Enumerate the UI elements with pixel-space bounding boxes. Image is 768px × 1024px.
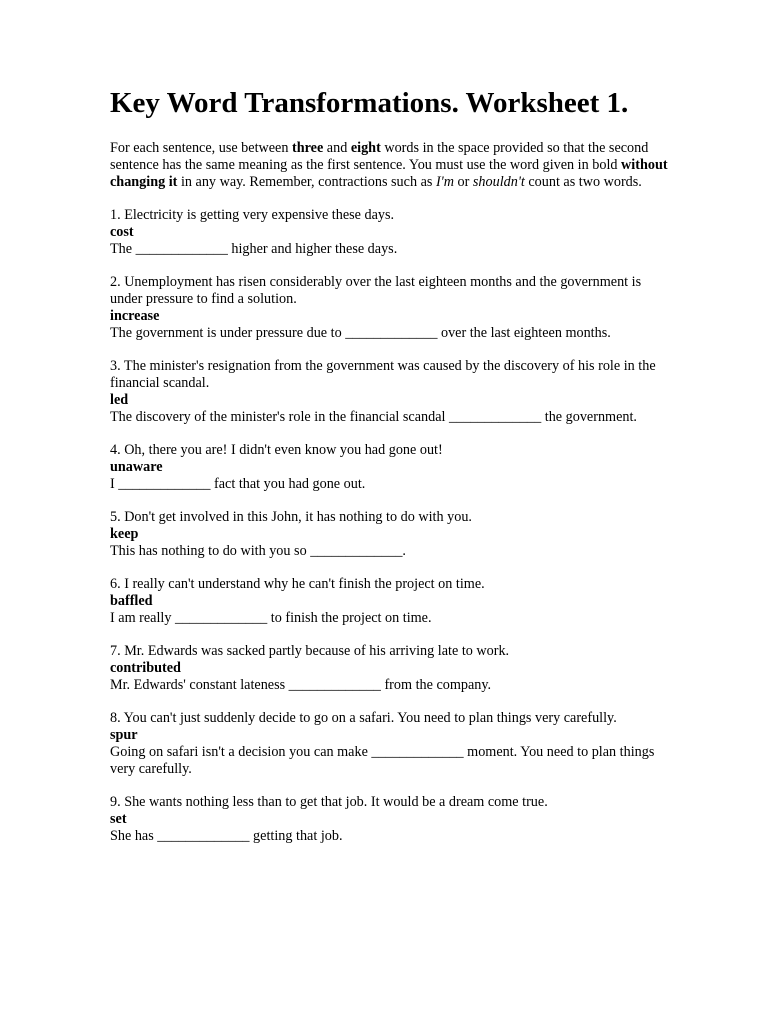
exercise-sentence: 5. Don't get involved in this John, it has nothing to do with you. xyxy=(110,509,472,525)
exercise-sentence: 9. She wants nothing less than to get that job. It would be a dream come true. xyxy=(110,794,548,810)
exercise-keyword: keep xyxy=(110,526,139,542)
exercise-item-6 xyxy=(110,576,670,627)
exercise-keyword: baffled xyxy=(110,593,153,609)
instructions-text: and xyxy=(323,140,351,156)
instructions-text: For each sentence, use between xyxy=(110,140,292,156)
exercise-item-3 xyxy=(110,358,670,426)
exercise-answer-line: This has nothing to do with you so _____________. xyxy=(110,543,406,559)
exercise-sentence: 1. Electricity is getting very expensive these days. xyxy=(110,207,395,223)
exercise-sentence: 7. Mr. Edwards was sacked partly because of his arriving late to work. xyxy=(110,643,510,659)
exercise-answer-line: The _____________ higher and higher these days. xyxy=(110,241,398,257)
instructions-bold-eight: eight xyxy=(350,140,381,156)
exercise-answer-line: The discovery of the minister's role in the financial scandal _____________ the government. xyxy=(110,409,637,425)
exercise-sentence: 3. The minister's resignation from the government was caused by the discovery of his role in the financial scandal. xyxy=(110,358,656,391)
exercise-keyword: led xyxy=(110,392,129,408)
exercise-item-8 xyxy=(110,710,670,778)
exercise-answer-line: I _____________ fact that you had gone out. xyxy=(110,476,366,492)
exercise-sentence: 6. I really can't understand why he can't finish the project on time. xyxy=(110,576,485,592)
exercise-keyword: increase xyxy=(110,308,160,324)
page-title: Key Word Transformations. Worksheet 1. xyxy=(110,87,629,119)
exercise-item-1 xyxy=(110,207,670,258)
exercise-item-9 xyxy=(110,794,670,845)
instructions xyxy=(110,140,670,191)
exercise-answer-line: The government is under pressure due to _____________ over the last eighteen months. xyxy=(110,325,611,341)
exercise-item-4 xyxy=(110,442,670,493)
instructions-text: words in the space provided so that the second sentence has the same meaning as the first sentence. You must use the word given in bold xyxy=(110,140,649,173)
exercise-keyword: unaware xyxy=(110,459,163,475)
instructions-bold-three: three xyxy=(292,140,324,156)
exercise-keyword: set xyxy=(110,811,127,827)
exercise-answer-line: I am really _____________ to finish the project on time. xyxy=(110,610,432,626)
exercise-sentence: 8. You can't just suddenly decide to go on a safari. You need to plan things very carefully. xyxy=(110,710,617,726)
exercise-answer-line: Mr. Edwards' constant lateness _____________ from the company. xyxy=(110,677,492,693)
instructions-text: count as two words. xyxy=(524,174,642,190)
exercise-keyword: cost xyxy=(110,224,134,240)
exercise-item-5 xyxy=(110,509,670,560)
exercise-keyword: contributed xyxy=(110,660,181,676)
instructions-text: or xyxy=(453,174,473,190)
exercise-answer-line: Going on safari isn't a decision you can make _____________ moment. You need to plan things very carefully. xyxy=(110,744,655,777)
exercise-sentence: 4. Oh, there you are! I didn't even know you had gone out! xyxy=(110,442,443,458)
exercise-answer-line: She has _____________ getting that job. xyxy=(110,828,343,844)
instructions-italic-shouldnt: shouldn't xyxy=(472,174,525,190)
instructions-text: in any way. Remember, contractions such as xyxy=(177,174,436,190)
exercise-item-7 xyxy=(110,643,670,694)
instructions-bold-without-changing: without changing it xyxy=(110,157,668,190)
exercise-sentence: 2. Unemployment has risen considerably over the last eighteen months and the government is under pressure to find a solution. xyxy=(110,274,642,307)
exercise-keyword: spur xyxy=(110,727,138,743)
instructions-italic-im: I'm xyxy=(435,174,454,190)
worksheet-page xyxy=(110,86,670,861)
exercise-item-2 xyxy=(110,274,670,342)
